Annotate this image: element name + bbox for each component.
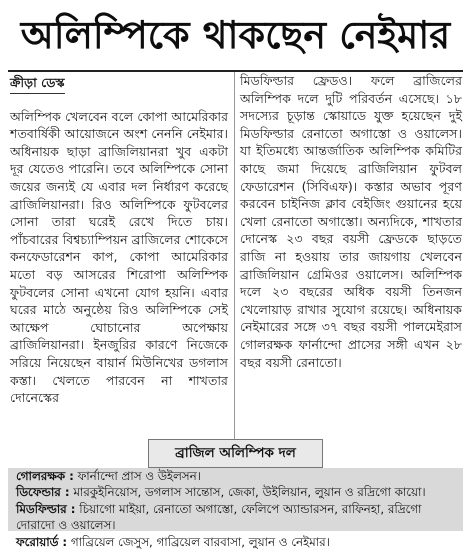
team-players: মারকুইনিয়োস, ডগলাস সান্তোস, জেকা, উইলিয়ান, লুয়ান ও রদ্রিগো কায়ো। xyxy=(73,485,426,500)
team-role: ডিফেন্ডার : xyxy=(16,485,70,500)
headline: অলিম্পিকে থাকছেন নেইমার xyxy=(20,13,451,57)
team-row-defenders xyxy=(8,484,463,500)
dateline: ক্রীড়া ডেস্ক xyxy=(10,74,65,94)
team-role: গোলরক্ষক : xyxy=(16,469,74,483)
left-column-text: অলিম্পিক খেলবেন বলে কোপা আমেরিকার শতবার্ষিকী আয়োজনে অংশ নেননি নেইমার। অধিনায়ক ছাড়া ব্রাজিলিয়ানরা খুব একটা দূর যেতেও পারেনি। তবে অলিম্পিকে সোনা জয়ের জন্যই যে এবার দল নির্ধারণ করেছে ব্রাজিলিয়ানরা। রিও অলিম্পিকে ফুটবলের সোনা তারা ঘরেই রেখে দিতে চায়। পাঁচবারের বিশ্বচ্যাম্পিয়ন ব্রাজিলের শোকেসে কনফেডারেশন কাপ, কোপা আমেরিকার মতো বড় আসরের শিরোপা অলিম্পিক ফুটবলের সোনা এখনো যোগ হয়নি। এবার ঘরের মাঠে অনুষ্ঠেয় রিও অলিম্পিকে সেই আক্ষেপ ঘোচানোর অপেক্ষায় ব্রাজিলিয়ানরা। ইনজুরির কারণে নিজেকে সরিয়ে নিয়েছেন বায়ার্ন মিউনিখের ডগলাস কস্তা। খেলতে পারবেন না শাখতার দোনেস্কের xyxy=(10,108,228,406)
right-column xyxy=(240,72,462,371)
team-box-header-wrap xyxy=(8,440,463,466)
right-column-text: মিডফিল্ডার ফ্রেডও। ফলে ব্রাজিলের অলিম্পিক দলে দুটি পরিবর্তন এসেছে। ১৮ সদস্যের চূড়ান্ত স্কোয়াডে যুক্ত হয়েছেন দুই মিডফিল্ডার রেনাতো অগাস্তো ও ওয়ালেস। যা ইতিমধ্যে আন্তর্জাতিক অলিম্পিক কমিটির কাছে জমা দিয়েছে ব্রাজিলিয়ান ফুটবল ফেডারেশন (সিবিএফ)। কস্তার অভাব পূরণ করবেন চাইনিজ ক্লাব বেইজিং গুয়ানের হয়ে খেলা রেনাতো অগাস্তো। অন্যদিকে, শাখতার দোনেস্ক ২৩ বছর বয়সী ফ্রেডকে ছাড়তে রাজি না হওয়ায় তার জায়গায় খেলবেন ব্রাজিলিয়ান গ্রেমিওর ওয়ালেস। অলিম্পিক দলে ২৩ বছরের অধিক বয়সী তিনজন খেলোয়াড় রাখার সুযোগ রয়েছে। অধিনায়ক নেইমারের সঙ্গে ৩৭ বছর বয়সী পালমেইরাস গোলরক্ষক ফার্নান্দো প্রাসের সঙ্গী এখন ২৮ বছর বয়সী রেনাতো। xyxy=(240,73,462,370)
team-role: ফরোয়ার্ড : xyxy=(16,534,68,549)
column-divider xyxy=(234,72,235,440)
team-box-title: ব্রাজিল অলিম্পিক দল xyxy=(148,439,323,468)
left-column xyxy=(10,74,228,407)
team-row-forwards xyxy=(8,534,463,550)
team-role: মিডফিল্ডার : xyxy=(16,501,76,516)
team-players: চিয়াগো মাইয়া, রেনাতো অগাস্তো, ফেলিপে অ্যান্ডারসন, রাফিনহা, রদ্রিগো দোরাদো ও ওয়ালেস। xyxy=(16,501,422,533)
team-row-goalkeepers xyxy=(8,468,463,484)
team-box xyxy=(8,468,463,549)
team-players: গাব্রিয়েল জেসুস, গাব্রিয়েল বারবাসা, লুয়ান ও নেইমার। xyxy=(70,534,330,549)
team-players: ফার্নান্দো প্রাস ও উইলসন। xyxy=(77,469,201,483)
team-row-midfielders xyxy=(8,501,463,534)
